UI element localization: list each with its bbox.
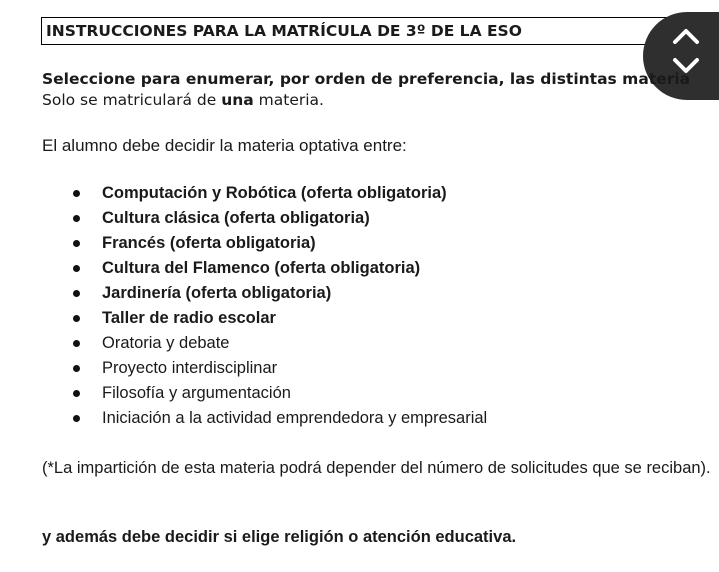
subject-list-item[interactable] xyxy=(0,306,487,331)
subject-list-item[interactable] xyxy=(0,256,487,281)
page-title: INSTRUCCIONES PARA LA MATRÍCULA DE 3º DE LA ESO xyxy=(41,17,719,45)
enrollment-rule-prefix: Solo se matriculará de xyxy=(42,91,222,109)
subject-label: Oratoria y debate xyxy=(102,334,230,352)
subject-list-item[interactable] xyxy=(0,281,487,306)
bullet-icon xyxy=(73,365,80,372)
subject-label: Proyecto interdisciplinar xyxy=(102,359,278,377)
enrollment-rule xyxy=(42,91,324,109)
bullet-icon xyxy=(73,315,80,322)
subject-list xyxy=(0,181,487,431)
subject-list-item[interactable] xyxy=(0,231,487,256)
subject-list-item[interactable] xyxy=(0,206,487,231)
bullet-icon xyxy=(73,190,80,197)
bullet-icon xyxy=(73,415,80,422)
bullet-icon xyxy=(73,290,80,297)
subject-label: Cultura clásica (oferta obligatoria) xyxy=(102,209,370,227)
subject-intro: El alumno debe decidir la materia optativa entre: xyxy=(42,136,407,155)
subject-label: Francés (oferta obligatoria) xyxy=(102,234,316,252)
subject-list-item[interactable] xyxy=(0,331,487,356)
subject-label: Computación y Robótica (oferta obligatoria) xyxy=(102,184,447,202)
availability-note: (*La impartición de esta materia podrá depender del número de solicitudes que se reciban). xyxy=(42,459,711,477)
enrollment-rule-suffix: materia. xyxy=(253,91,324,109)
subject-label: Cultura del Flamenco (oferta obligatoria) xyxy=(102,259,421,277)
bullet-icon xyxy=(73,240,80,247)
bullet-icon xyxy=(73,390,80,397)
bullet-icon xyxy=(73,265,80,272)
subject-label: Iniciación a la actividad emprendedora y empresarial xyxy=(102,409,488,427)
subject-list-item[interactable] xyxy=(0,381,487,406)
bullet-icon xyxy=(73,340,80,347)
subject-list-item[interactable] xyxy=(0,406,487,431)
bullet-icon xyxy=(73,215,80,222)
chevron-up-icon[interactable] xyxy=(668,22,704,50)
subject-list-item[interactable] xyxy=(0,356,487,381)
religion-choice-note: y además debe decidir si elige religión o atención educativa. xyxy=(42,528,517,546)
subject-label: Filosofía y argumentación xyxy=(102,384,291,402)
enrollment-rule-emphasis: una xyxy=(221,91,254,109)
subject-label: Jardinería (oferta obligatoria) xyxy=(102,284,332,302)
subject-list-item[interactable] xyxy=(0,181,487,206)
selection-instruction: Seleccione para enumerar, por orden de preferencia, las distintas materia xyxy=(42,70,691,88)
subject-label: Taller de radio escolar xyxy=(102,309,276,327)
